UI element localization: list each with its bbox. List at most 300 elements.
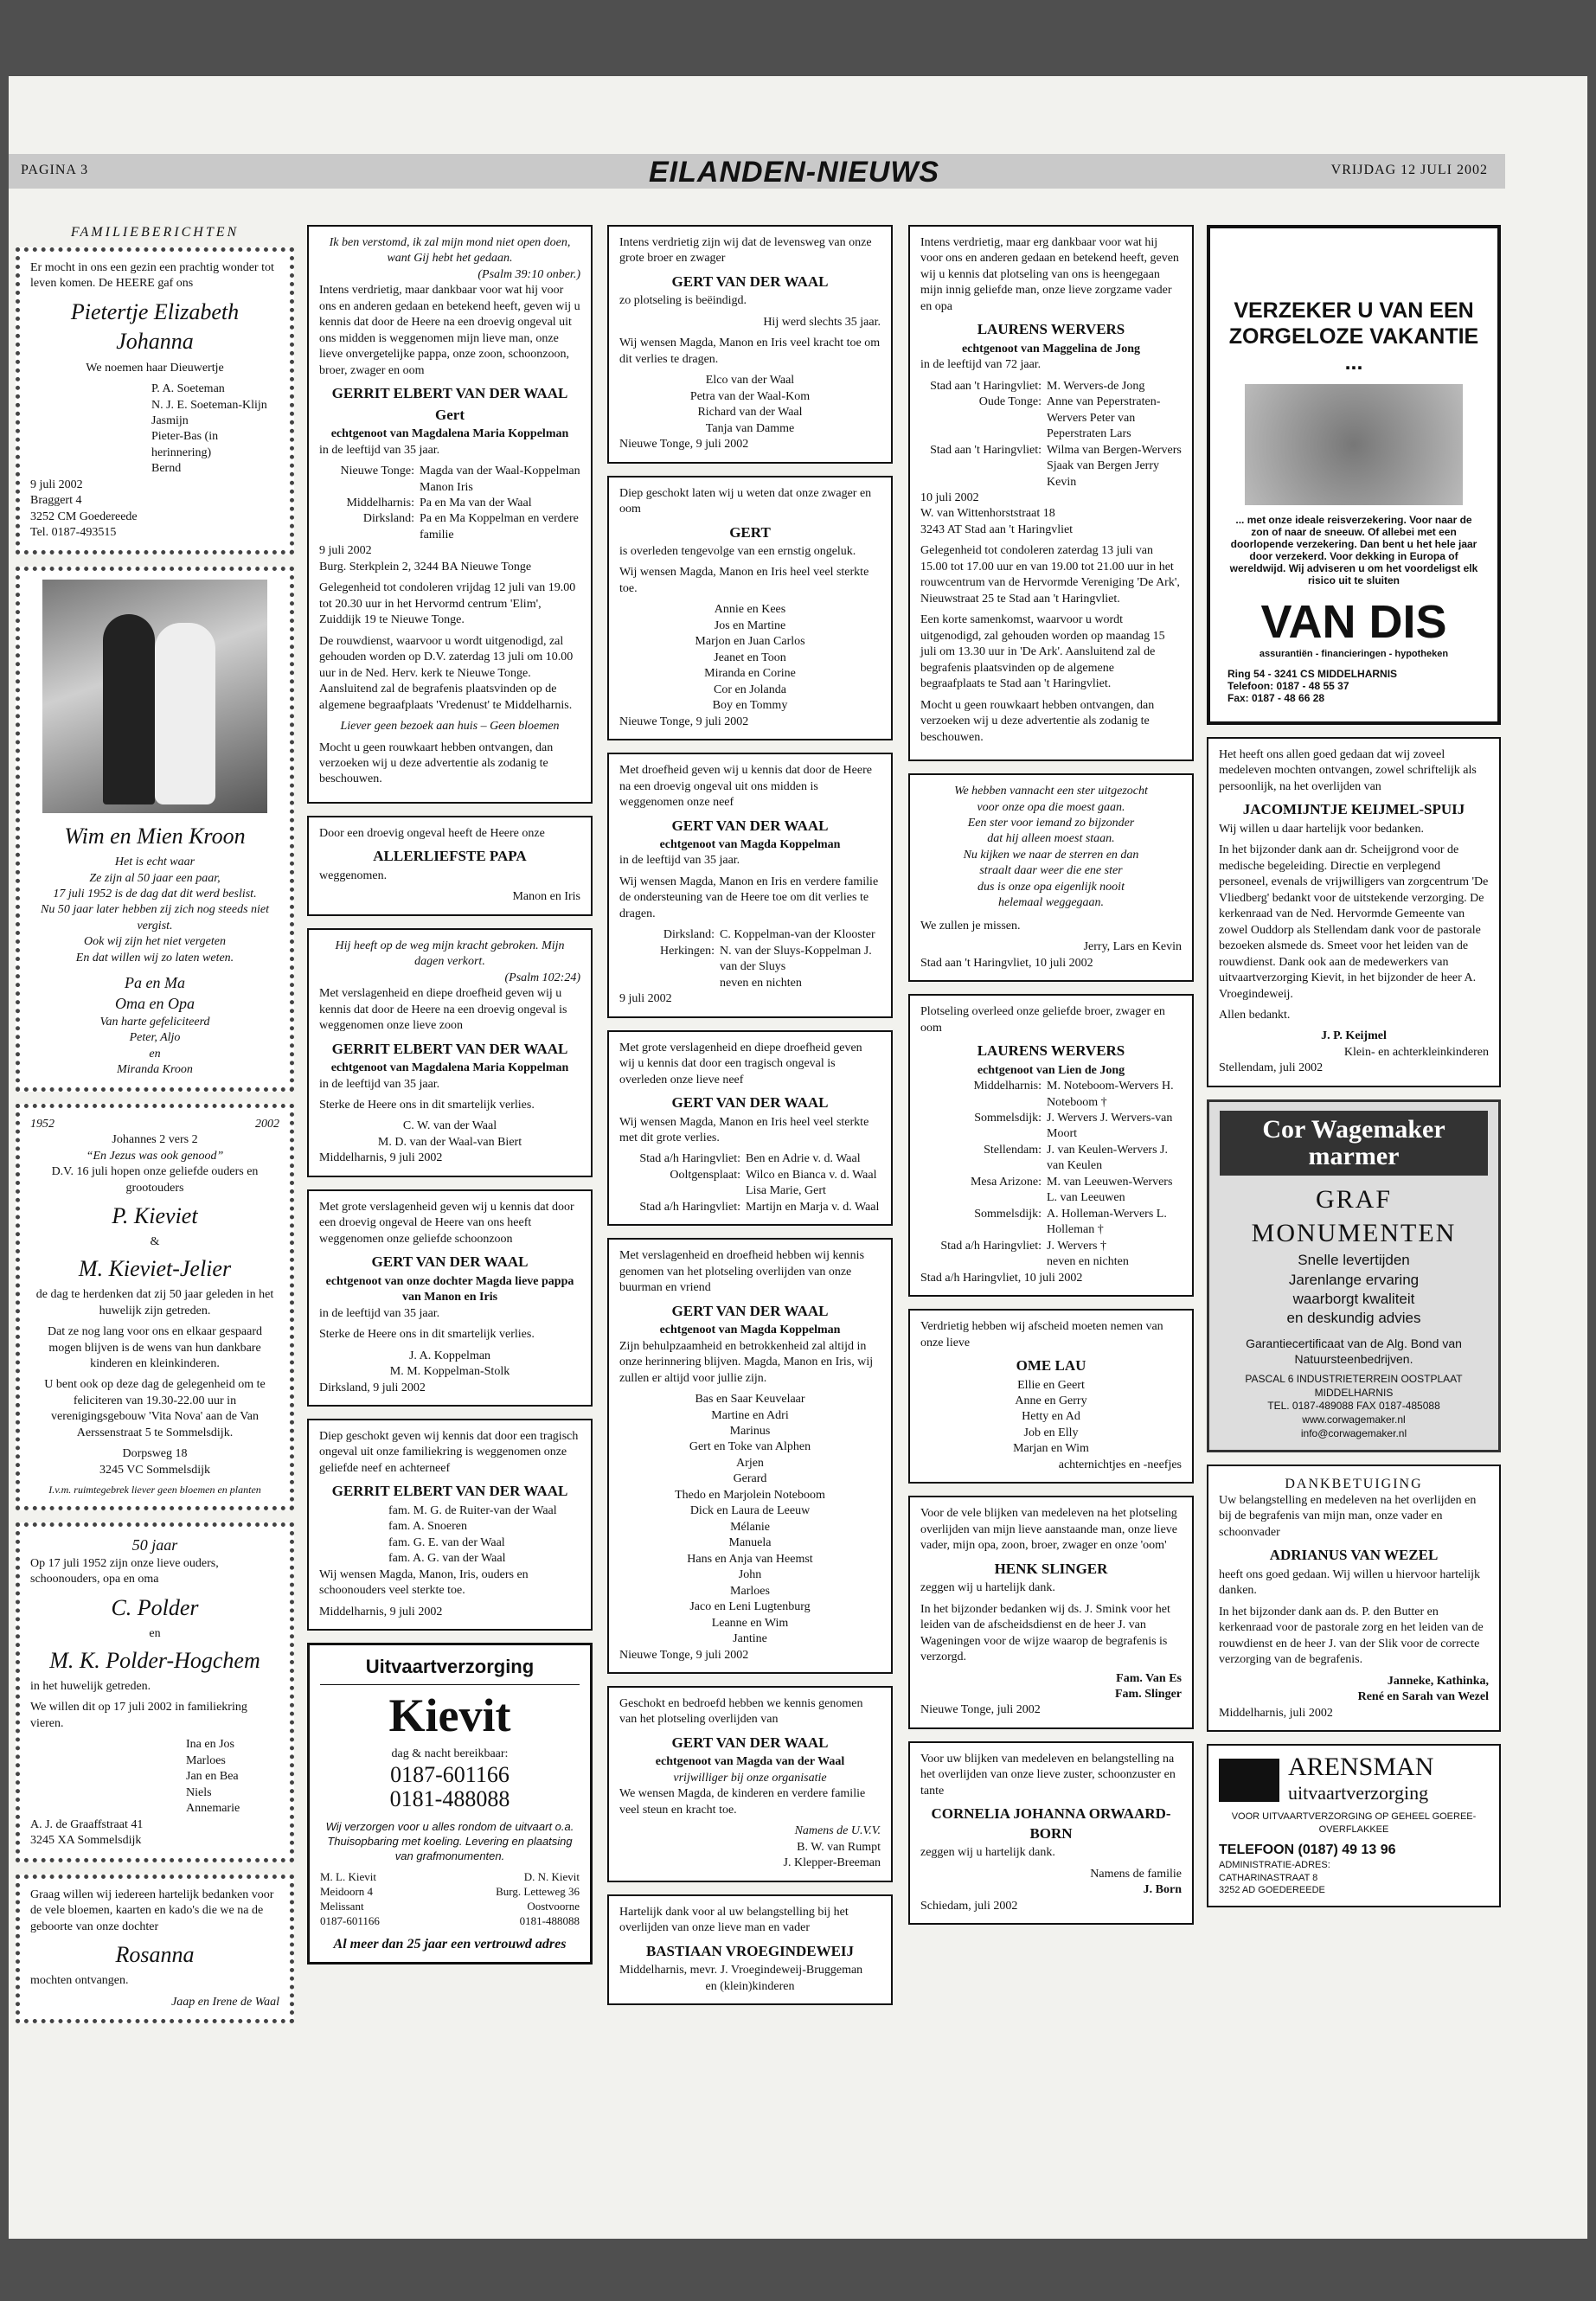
age: in de leeftijd van 35 jaar. — [619, 854, 740, 868]
addr: A. J. de Graaffstraat 41 — [30, 1817, 144, 1831]
ad-text: is overleden tengevolge van een ernstig ongeluk. — [619, 544, 856, 558]
deceased-name: GERT — [729, 523, 771, 541]
ad-text: We wensen Magda, de kinderen en verdere familie veel steun en kracht toe. — [619, 1787, 866, 1817]
addr: Tel. 0187-493515 — [30, 526, 117, 540]
place: Nieuwe Tonge, 9 juli 2002 — [619, 1648, 749, 1662]
feature: Jarenlange ervaring — [1288, 1271, 1420, 1288]
family: fam. G. E. van der Waal — [388, 1535, 505, 1549]
addr: Burg. Sterkplein 2, 3244 BA Nieuwe Tonge — [319, 560, 532, 574]
ad-text: Gelegenheid tot condoleren zaterdag 13 juli van 15.00 tot 17.00 uur en van 19.00 tot 21.00 uur in het rouwcentrum van de Hervormde Vereniging 'De Ark', Nieuwstraat 25 te Stad aan 't Haringvliet. — [920, 544, 1180, 606]
ad-text: Met verslagenheid en diepe droefheid geven wij u kennis dat door de Heere na een droevig ongeval is weggenomen onze lieve zoon — [319, 987, 567, 1033]
neighbour-name: Thedo en Marjolein Noteboom — [675, 1488, 825, 1502]
luggage-illustration — [1245, 384, 1463, 505]
ad-text: In het bijzonder dank aan dr. Scheijgrond voor de medische begeleiding. Directie en verplegend personeel, evenals de vrijwilligers van zorgcentrum 'De Vliedberg' bedankt voor de uitstekende verzorging. De kerkenraad van de Ned. Hervormde Gemeente van zowel Ouddorp als Stellendam dank voor de pastorale bezoeken alsmede ds. Smeet voor het leiden van de rouwdienst. Dank ook aan de medewerkers van uitvaartverzorging Kievit, in het bijzonder de heer A. Vroegindeweij. — [1219, 843, 1489, 1001]
age: in de leeftijd van 35 jaar. — [319, 443, 440, 457]
names: Wilco en Bianca v. d. Waal Lisa Marie, Gert — [746, 1168, 877, 1198]
name: Rosanna — [115, 1941, 195, 1967]
ad-text: Wij wensen Magda, Manon en Iris veel kracht toe om dit verlies te dragen. — [619, 336, 881, 366]
and: & — [150, 1235, 160, 1249]
van-dis-logo: VAN DIS — [1260, 596, 1447, 648]
place: Nieuwe Tonge, 9 juli 2002 — [619, 438, 749, 452]
from: J. Born — [1143, 1883, 1182, 1897]
ad-text: Voor uw blijken van medeleven en belangstelling na het overlijden van onze lieve zuster, schoonzuster en tante — [920, 1752, 1176, 1798]
names: C. Koppelman-van der Klooster — [720, 928, 875, 942]
ad-text: Diep geschokt laten wij u weten dat onze zwager en oom — [619, 486, 872, 516]
obituary-papa — [307, 816, 593, 916]
poem-line: Ook wij zijn het niet vergeten — [84, 935, 226, 949]
family: Ina en Jos — [186, 1738, 234, 1752]
place: Sommelsdijk: — [974, 1111, 1042, 1125]
age: in de leeftijd van 35 jaar. — [319, 1077, 440, 1091]
poem-line: 17 juli 1952 is de dag dat dit werd beslist. — [53, 887, 257, 901]
ad-text: We noemen haar Dieuwertje — [86, 361, 224, 375]
obituary-uvv — [607, 1686, 893, 1882]
ad-text: Liever geen bezoek aan huis – Geen bloemen — [340, 720, 560, 734]
ad-text: mochten ontvangen. — [30, 1974, 129, 1988]
neighbour-name: Gert en Toke van Alphen — [689, 1440, 811, 1454]
age: in de leeftijd van 72 jaar. — [920, 358, 1042, 372]
addr: ADMINISTRATIE-ADRES: — [1219, 1860, 1330, 1871]
kievit-brand: Kievit — [388, 1689, 511, 1742]
brand: ARENSMAN — [1288, 1753, 1434, 1782]
from: J. A. Koppelman — [408, 1349, 491, 1362]
deceased-name: LAURENS WERVERS — [977, 1042, 1125, 1060]
anniversary-kroon — [16, 567, 294, 1092]
deceased-name: GERT VAN DER WAAL — [671, 1094, 829, 1112]
place: Stad a/h Haringvliet: — [940, 1239, 1042, 1253]
poem-line: Het is echt waar — [114, 856, 195, 869]
parent: N. J. E. Soeteman-Klijn — [151, 398, 267, 412]
tel: Telefoon: 0187 - 48 55 37 — [1227, 680, 1349, 692]
ad-text: Er mocht in ons een gezin een prachtig wonder tot leven komen. De HEERE gaf ons — [30, 261, 274, 291]
poem-line: Een ster voor iemand zo bijzonder — [967, 816, 1135, 830]
note: I.v.m. ruimtegebrek liever geen bloemen en planten — [48, 1484, 261, 1497]
and: en — [149, 1627, 161, 1641]
feature: waarborgt kwaliteit — [1292, 1290, 1415, 1307]
addr: Braggert 4 — [30, 494, 82, 508]
poem-line: Nu 50 jaar later hebben zij zich nog steeds niet vergist. — [40, 903, 270, 933]
obituary-family — [307, 1419, 593, 1631]
ad-text: Mocht u geen rouwkaart hebben ontvangen, dan verzoeken wij u deze advertentie als zodanig te beschouwen. — [920, 698, 1155, 744]
names: Ben en Adrie v. d. Waal — [746, 1152, 861, 1166]
ad-text: D.V. 16 juli hopen onze geliefde ouders en grootouders — [51, 1165, 259, 1195]
place: Nieuwe Tonge, 9 juli 2002 — [619, 715, 749, 728]
neighbour-name: Manuela — [728, 1536, 772, 1550]
neighbour-name: Bas en Saar Keuvelaar — [695, 1393, 805, 1407]
from: Pa en Ma — [125, 974, 185, 992]
ad-date: 9 juli 2002 — [619, 992, 672, 1006]
column-2 — [307, 225, 593, 1977]
poem-line: straalt daar weer die ene ster — [979, 864, 1123, 878]
place: Nieuwe Tonge, juli 2002 — [920, 1703, 1041, 1717]
ad-text: weggenomen. — [319, 868, 388, 882]
fax: Fax: 0187 - 48 66 28 — [1227, 692, 1325, 704]
from: M. M. Koppelman-Stolk — [389, 1365, 510, 1379]
issue-date: VRIJDAG 12 JULI 2002 — [1330, 163, 1488, 177]
place: Middelharnis, mevr. J. Vroegindeweij-Bruggeman — [619, 1964, 863, 1977]
ad-text: Wij wensen Magda, Manon en Iris heel veel sterkte toe. — [619, 566, 869, 595]
title: ALLERLIEFSTE PAPA — [373, 848, 527, 865]
spouse: echtgenoot van Magda Koppelman — [659, 837, 841, 851]
wedding-photo — [42, 580, 267, 813]
from: Janneke, Kathinka, — [1387, 1674, 1489, 1688]
kievit-heading: Uitvaartverzorging — [320, 1654, 580, 1685]
quote: “En Jezus was ook genood” — [86, 1149, 224, 1163]
from: Tanja van Damme — [705, 421, 795, 435]
ad-text: We willen dit op 17 juli 2002 in familiekring vieren. — [30, 1701, 247, 1730]
deceased-name: GERRIT ELBERT VAN DER WAAL — [331, 1483, 568, 1500]
ad-text: Zijn behulpzaamheid en betrokkenheid zal altijd in onze herinnering blijven. Magda, Manon en Iris, wij zullen er altijd voor jullie zijn. — [619, 1339, 874, 1385]
place — [920, 1254, 1047, 1270]
from: Annie en Kees — [714, 603, 786, 617]
neighbour-name: Dick en Laura de Leeuw — [689, 1504, 811, 1518]
name: P. Kieviet — [112, 1203, 198, 1229]
from: achternichtjes en -neefjes — [1058, 1458, 1182, 1471]
from: Klein- en achterkleinkinderen — [1343, 1045, 1489, 1059]
neighbour-list — [619, 1392, 881, 1648]
ad-text: Diep geschokt geven wij kennis dat door een tragisch ongeval uit onze familiekring is weggenomen onze geliefde neef en achterneef — [319, 1429, 579, 1475]
tagline: VOOR UITVAARTVERZORGING OP GEHEEL GOEREE-OVERFLAKKEE — [1231, 1811, 1477, 1835]
ad-text: zo plotseling is beëindigd. — [619, 294, 747, 308]
age: in de leeftijd van 35 jaar. — [319, 1306, 440, 1320]
obituary-cousins — [607, 1030, 893, 1227]
place: Stad aan 't Haringvliet, 10 juli 2002 — [920, 956, 1093, 970]
from: Fam. Van Es — [1116, 1671, 1182, 1685]
ad-text: Uw belangstelling en medeleven na het overlijden en bij de begrafenis van mijn man, onze vader en schoonvader — [1219, 1494, 1477, 1539]
ad-text: Verdrietig hebben wij afscheid moeten nemen van onze lieve — [920, 1320, 1163, 1349]
parent: Pieter-Bas (in herinnering) — [151, 430, 219, 459]
page-number: PAGINA 3 — [21, 163, 89, 177]
brand: marmer — [1308, 1142, 1400, 1171]
names: Wilma van Bergen-Wervers Sjaak van Bergen Jerry Kevin — [1047, 443, 1182, 489]
spouse: echtgenoot van onze dochter Magda lieve pappa van Manon en Iris — [325, 1274, 574, 1304]
name: C. Polder — [111, 1594, 199, 1620]
ad-text: Met grote verslagenheid geven wij u kennis dat door een droevig ongeval de Heere van ons heeft weggenomen onze geliefde schoonzoon — [319, 1200, 574, 1246]
ad-text: U bent ook op deze dag de gelegenheid om te feliciteren van 19.30-22.00 uur in verenigingsgebouw 'Vita Nova' aan de Van Aerssenstraat 5 te Sommelsdijk. — [44, 1378, 266, 1439]
contact: M. L. Kievit — [320, 1869, 376, 1883]
kievit-ad — [307, 1643, 593, 1965]
verse: Ik ben verstomd, ik zal mijn mond niet open doen, want Gij hebt het gedaan. — [329, 236, 571, 266]
ad-text: Het heeft ons allen goed gedaan dat wij zoveel medeleven mochten ontvangen, zowel schriftelijk als persoonlijk, na het overlijden van — [1219, 748, 1477, 793]
contact: Meidoorn 4 — [320, 1884, 374, 1898]
from: Miranda en Corine — [704, 667, 796, 681]
obituary-parents — [307, 928, 593, 1177]
place: Stad aan 't Haringvliet: — [930, 379, 1042, 393]
addr: 3245 VC Sommelsdijk — [99, 1463, 211, 1477]
spouse: echtgenoot van Magda Koppelman — [659, 1324, 841, 1337]
ad-text: Gelegenheid tot condoleren vrijdag 12 juli van 19.00 tot 20.30 uur in het Hervormd centrum 'Elim', Zuiddijk 19 te Nieuwe Tonge. — [319, 581, 576, 627]
column-3 — [607, 225, 893, 2017]
from: M. D. van der Waal-van Biert — [377, 1135, 522, 1149]
thanks-born — [908, 1741, 1194, 1925]
deceased-name: GERT VAN DER WAAL — [671, 817, 829, 834]
from: B. W. van Rumpt — [797, 1840, 881, 1854]
place: Stad a/h Haringvliet, 10 juli 2002 — [920, 1271, 1083, 1285]
spouse: echtgenoot van Magdalena Maria Koppelman — [330, 427, 569, 441]
title: 50 jaar — [131, 1536, 178, 1554]
from: Petra van der Waal-Kom — [689, 389, 811, 403]
place: Middelharnis: — [973, 1080, 1042, 1093]
deceased-name: LAURENS WERVERS — [977, 321, 1125, 338]
poem-line: We hebben vannacht een ster uitgezocht — [954, 785, 1148, 798]
ad-text: Intens verdrietig, maar erg dankbaar voor wat hij voor ons en anderen gedaan en betekend heeft, geven wij u kennis dat plotseling van ons is heengegaan mijn innig geliefde man, onze lieve zorgzame vader en opa — [920, 236, 1179, 313]
from: Jos en Martine — [714, 619, 786, 632]
ad-text: de dag te herdenken dat zij 50 jaar geleden in het huwelijk zijn getreden. — [35, 1288, 274, 1317]
section-title: FAMILIEBERICHTEN — [70, 225, 240, 240]
ad-text: Intens verdrietig, maar dankbaar voor wat hij voor ons en anderen gedaan en betekend heeft, geven wij u kennis dat door de Heere na een droevig ongeval uit ons midden is weggenomen mijn lieve man, onze lieve onvergetelijke pappa, onze zoon, schoonzoon, broer, zwager en oom — [319, 284, 580, 377]
obituary-wervers-siblings — [908, 994, 1194, 1297]
feature: Snelle levertijden — [1298, 1252, 1410, 1269]
spouse: echtgenoot van Magdalena Maria Koppelman — [330, 1061, 569, 1075]
parent: Jasmijn — [151, 413, 189, 427]
names: Pa en Ma van der Waal — [420, 496, 532, 510]
verse: Hij heeft op de weg mijn kracht gebroken. Mijn dagen verkort. — [335, 939, 565, 969]
thanks-keijmel — [1207, 737, 1501, 1087]
ad-text: Door een droevig ongeval heeft de Heere onze — [319, 826, 545, 840]
ad-text: zeggen wij u hartelijk dank. — [920, 1581, 1055, 1595]
thanks-vroegindeweij — [607, 1894, 893, 2005]
place: Dirksland: — [362, 512, 414, 526]
obituary-opa-poem — [908, 773, 1194, 982]
names: M. van Leeuwen-Wervers L. van Leeuwen — [1047, 1175, 1173, 1205]
obituary-gert — [607, 476, 893, 741]
ad-text: Sterke de Heere ons in dit smartelijk verlies. — [319, 1098, 535, 1112]
obituary-van-der-waal — [307, 225, 593, 804]
place: Mesa Arizone: — [970, 1175, 1042, 1189]
deceased-name: GERT VAN DER WAAL — [671, 1302, 829, 1319]
ad-text: Wij wensen Magda, Manon, Iris, ouders en schoonouders veel sterkte toe. — [319, 1567, 529, 1598]
from: Richard van der Waal — [697, 406, 803, 420]
place: Dirksland, 9 juli 2002 — [319, 1381, 426, 1394]
ad-text: Hartelijk dank voor al uw belangstelling bij het overlijden van onze lieve man en vader — [619, 1905, 849, 1935]
from: Hetty en Ad — [1022, 1410, 1080, 1424]
birth-announcement — [16, 247, 294, 554]
addr: W. van Wittenhorststraat 18 — [920, 507, 1055, 521]
deceased-name: OME LAU — [1016, 1357, 1086, 1375]
nickname: Gert — [435, 406, 465, 423]
website-link: www.corwagemaker.nl — [1302, 1413, 1406, 1426]
deceased-name: JACOMIJNTJE KEIJMEL-SPUIJ — [1242, 801, 1465, 818]
kievit-tel: 0181-488088 — [389, 1786, 510, 1812]
names: N. van der Sluys-Koppelman J. van der Sluys — [720, 944, 872, 974]
family: fam. A. G. van der Waal — [388, 1552, 506, 1566]
ad-text: We zullen je missen. — [920, 919, 1021, 933]
column-1 — [16, 225, 294, 2035]
contact: 0187-601166 — [320, 1913, 380, 1927]
neighbour-name: Marloes — [730, 1584, 770, 1598]
masthead: EILANDEN-NIEUWS — [649, 156, 940, 189]
poem-line: voor onze opa die moest gaan. — [977, 800, 1125, 814]
kievit-tel: 0187-601166 — [390, 1761, 510, 1787]
from: Jeanet en Toon — [714, 651, 786, 664]
from: C. W. van der Waal — [402, 1119, 497, 1133]
column-5 — [1207, 225, 1501, 1920]
from: Manon en Iris — [512, 890, 580, 904]
place: Stad aan 't Haringvliet: — [930, 443, 1042, 457]
van-dis-ad — [1207, 225, 1501, 725]
place: Schiedam, juli 2002 — [920, 1899, 1018, 1913]
neighbour-name: Jaco en Leni Lugtenburg — [689, 1600, 811, 1614]
place: Stellendam, juli 2002 — [1219, 1061, 1324, 1075]
place: Stellendam: — [984, 1143, 1042, 1157]
brand: Cor Wagemaker — [1262, 1114, 1445, 1144]
obituary-in-laws — [307, 1189, 593, 1407]
contact: D. N. Kievit — [523, 1869, 580, 1883]
addr: PASCAL 6 INDUSTRIETERREIN OOSTPLAAT MIDDELHARNIS — [1245, 1372, 1463, 1399]
addr: 3252 AD GOEDEREEDE — [1219, 1885, 1325, 1896]
names: neven en nichten — [1047, 1255, 1129, 1269]
place: Stad a/h Haringvliet: — [639, 1152, 740, 1166]
place: Herkingen: — [660, 944, 715, 958]
ad-text: Wij wensen Magda, Manon en Iris heel veel sterkte met dit grote verlies. — [619, 1115, 869, 1144]
ad-text: Met grote verslagenheid en diepe droefheid geven wij u kennis dat door een tragisch ongeval is overleden onze lieve neef — [619, 1041, 862, 1086]
addr: 3243 AT Stad aan 't Haringvliet — [920, 522, 1074, 536]
role: vrijwilliger bij onze organisatie — [673, 1771, 827, 1785]
verse: Johannes 2 vers 2 — [112, 1133, 198, 1147]
from: Anne en Gerry — [1015, 1394, 1087, 1407]
from: Job en Elly — [1023, 1426, 1079, 1439]
place: Nieuwe Tonge: — [340, 465, 414, 478]
arensman-ad — [1207, 1744, 1501, 1907]
obituary-neighbours — [607, 1238, 893, 1674]
thanks-rosanna — [16, 1875, 294, 2024]
neighbour-name: Jantine — [733, 1632, 767, 1646]
deceased-name: GERT VAN DER WAAL — [671, 272, 829, 290]
family: Marloes — [186, 1753, 226, 1767]
names: Martijn en Marja v. d. Waal — [746, 1200, 880, 1214]
ad-headline: VERZEKER U VAN EEN ZORGELOZE VAKANTIE ... — [1228, 298, 1479, 375]
neighbour-name: Marinus — [729, 1424, 771, 1438]
feature: en deskundig advies — [1286, 1310, 1421, 1327]
contact: 0181-488088 — [519, 1913, 580, 1927]
contact: Oostvoorne — [527, 1899, 580, 1913]
verse-ref: (Psalm 102:24) — [504, 971, 580, 984]
ad-text: Met verslagenheid en droefheid hebben wij kennis genomen van het plotseling overlijden van onze buurman en vriend — [619, 1249, 865, 1295]
year: 1952 — [30, 1117, 54, 1131]
names: M. Noteboom-Wervers H. Noteboom † — [1047, 1080, 1174, 1109]
names: J. Wervers † — [1047, 1239, 1106, 1253]
neighbour-name: Mélanie — [730, 1520, 770, 1534]
from: René en Sarah van Wezel — [1357, 1690, 1489, 1704]
ad-text: Sterke de Heere ons in dit smartelijk verlies. — [319, 1328, 535, 1342]
names: neven en nichten — [720, 976, 802, 990]
deceased-name: GERT VAN DER WAAL — [671, 1734, 829, 1751]
place: Stad a/h Haringvliet: — [639, 1200, 740, 1214]
deceased-name: BASTIAAN VROEGINDEWEIJ — [645, 1942, 855, 1959]
obituary-ome-lau — [908, 1309, 1194, 1484]
ad-text: In het bijzonder bedanken wij ds. J. Smink voor het leiden van de afscheidsdienst en de heer J. van Wageningen voor de wijze waarop de begrafenis is verzorgd. — [920, 1602, 1170, 1664]
place: Ooltgensplaat: — [670, 1168, 740, 1182]
cor-wagemaker-ad — [1207, 1099, 1501, 1452]
family: fam. M. G. de Ruiter-van der Waal — [388, 1503, 557, 1517]
poem-line: Nu kijken we naar de sterren en dan — [963, 848, 1139, 862]
obituary-wervers — [908, 225, 1194, 761]
place: Middelharnis, juli 2002 — [1219, 1706, 1333, 1720]
from: Ellie en Geert — [1017, 1378, 1085, 1392]
neighbour-name: Martine en Adri — [711, 1408, 789, 1422]
deceased-name: ADRIANUS VAN WEZEL — [1269, 1547, 1439, 1564]
from: Oma en Opa — [115, 995, 195, 1013]
from: Cor en Jolanda — [714, 683, 786, 696]
contact: Burg. Letteweg 36 — [496, 1884, 580, 1898]
names: Magda van der Waal-Koppelman Manon Iris — [420, 465, 580, 494]
ad-text: Graag willen wij iedereen hartelijk bedanken voor de vele bloemen, kaarten en kado's die we na de geboorte van onze dochter — [30, 1888, 274, 1933]
names: J. Wervers J. Wervers-van Moort — [1047, 1111, 1173, 1141]
names: Anne van Peperstraten-Wervers Peter van Peperstraten Lars — [1047, 395, 1161, 441]
kievit-slogan: Wij verzorgen voor u alles rondom de uitvaart o.a. Thuisopbaring met koeling. Levering en plaatsing van grafmonumenten. — [325, 1820, 574, 1863]
graf-heading: GRAF MONUMENTEN — [1251, 1184, 1457, 1248]
spouse: echtgenoot van Magda van der Waal — [655, 1755, 845, 1769]
from: Boy en Tommy — [712, 699, 788, 713]
deceased-name: HENK SLINGER — [994, 1560, 1108, 1577]
from: Marjan en Wim — [1013, 1442, 1089, 1456]
parent: P. A. Soeteman — [151, 382, 225, 396]
from: Miranda Kroon — [117, 1063, 193, 1077]
addr: Ring 54 - 3241 CS MIDDELHARNIS — [1227, 668, 1398, 680]
addr: CATHARINASTRAAT 8 — [1219, 1872, 1318, 1883]
place: Oude Tonge: — [978, 395, 1042, 409]
name: M. Kieviet-Jelier — [78, 1255, 232, 1281]
ad-text: heeft ons goed gedaan. Wij willen u hiervoor hartelijk danken. — [1219, 1567, 1481, 1598]
from: en (klein)kinderen — [705, 1979, 795, 1993]
age: Hij werd slechts 35 jaar. — [763, 315, 881, 329]
ad-text: Wij willen u daar hartelijk voor bedanken. — [1219, 822, 1424, 836]
addr: 3245 XA Sommelsdijk — [30, 1834, 142, 1848]
verse-ref: (Psalm 39:10 onber.) — [478, 267, 580, 281]
from: Peter, Aljo — [129, 1031, 181, 1045]
place: Middelharnis, 9 juli 2002 — [319, 1151, 443, 1165]
family: fam. A. Snoeren — [388, 1520, 467, 1534]
from: Marjon en Juan Carlos — [695, 635, 805, 649]
from: J. P. Keijmel — [1321, 1029, 1387, 1043]
names: Pa en Ma Koppelman en verdere familie — [420, 512, 579, 542]
tagline: assurantiën - financieringen - hypotheken — [1259, 649, 1449, 659]
parent: Bernd — [151, 462, 182, 476]
from: Namens de U.V.V. — [794, 1824, 881, 1838]
poem-line: En dat willen wij zo laten weten. — [75, 951, 234, 965]
ad-date: 10 juli 2002 — [920, 491, 979, 504]
addr: Dorpsweg 18 — [122, 1447, 188, 1461]
deceased-name: CORNELIA JOHANNA ORWAARD-BORN — [931, 1805, 1171, 1842]
ad-text: Dat ze nog lang voor ons en elkaar gespaard mogen blijven is de wens van hun dankbare kinderen en kleinkinderen. — [47, 1325, 262, 1370]
ad-text: in het huwelijk getreden. — [30, 1679, 151, 1693]
kievit-avail: dag & nacht bereikbaar: — [391, 1747, 509, 1761]
ad-text: Wij wensen Magda, Manon en Iris en verdere familie de ondersteuning van de Heere toe om dit verlies te dragen. — [619, 875, 879, 920]
ad-text: Voor de vele blijken van medeleven na het plotseling overlijden van mijn lieve aanstaande man, onze lieve vader, mijn opa, zoon, broer, zwager en onze 'oom' — [920, 1507, 1177, 1553]
place: Middelharnis, 9 juli 2002 — [319, 1605, 443, 1618]
obituary-nephew — [607, 753, 893, 1018]
brand-sub: uitvaartverzorging — [1288, 1782, 1429, 1804]
ad-date: 9 juli 2002 — [319, 544, 372, 558]
names: M. Wervers-de Jong — [1047, 379, 1145, 393]
anniversary-polder — [16, 1522, 294, 1862]
obituary-brother — [607, 225, 893, 464]
names: J. van Keulen-Wervers J. van Keulen — [1047, 1143, 1168, 1173]
names: A. Holleman-Wervers L. Holleman † — [1047, 1207, 1167, 1237]
family: Niels — [186, 1785, 212, 1799]
ad-text: Intens verdrietig zijn wij dat de levensweg van onze grote broer en zwager — [619, 236, 872, 266]
spouse: echtgenoot van Lien de Jong — [977, 1063, 1125, 1077]
column-4 — [908, 225, 1194, 1937]
from: Elco van der Waal — [705, 374, 795, 388]
from: Jerry, Lars en Kevin — [1083, 940, 1182, 954]
page-header — [9, 154, 1505, 189]
from: Van harte gefeliciteerd — [99, 1015, 210, 1029]
ad-text: Een korte samenkomst, waarvoor u wordt uitgenodigd, zal gehouden worden op maandag 15 juli om 13.30 uur in 'De Ark'. Aansluitend zal de begrafenis plaatsvinden op de algemene begraafplaats te Stad aan 't Haringvliet. — [920, 613, 1165, 691]
thanks-slinger — [908, 1496, 1194, 1729]
ad-date: 9 juli 2002 — [30, 478, 83, 491]
year: 2002 — [255, 1117, 279, 1131]
